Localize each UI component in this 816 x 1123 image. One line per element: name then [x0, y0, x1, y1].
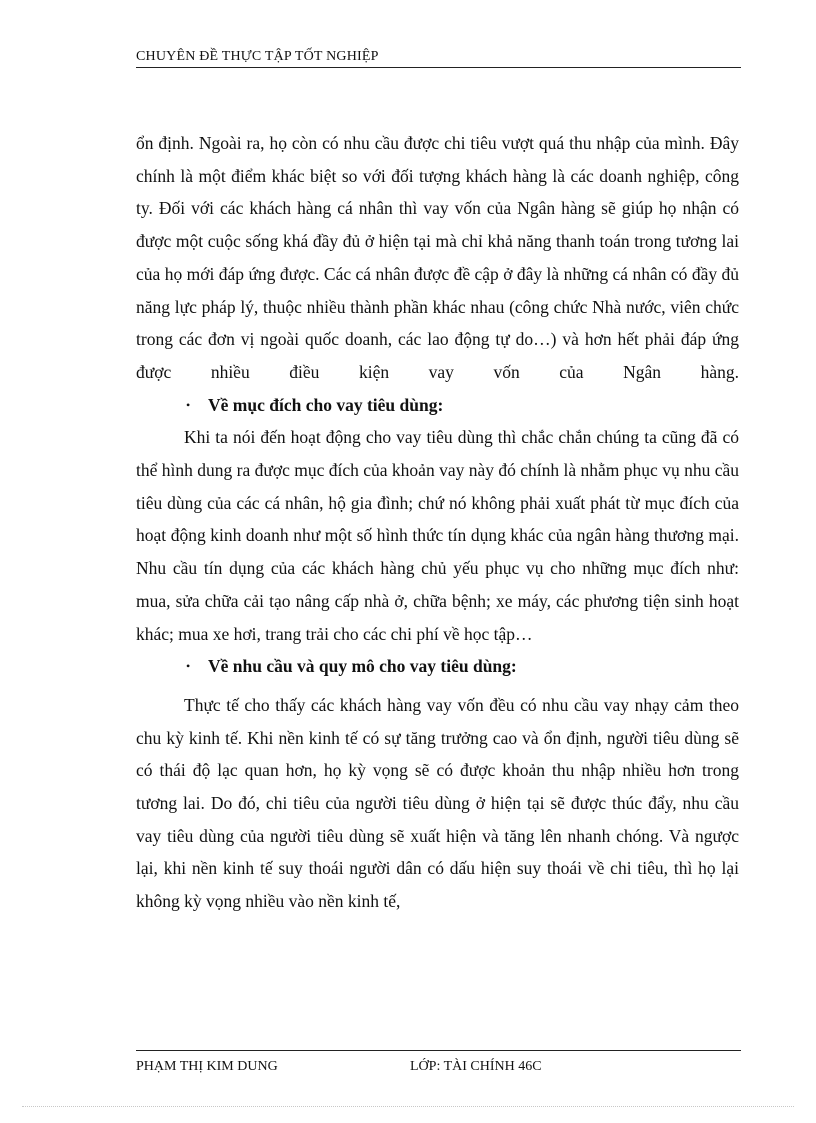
- bullet-heading-text: Về nhu cầu và quy mô cho vay tiêu dùng:: [208, 656, 517, 677]
- bullet-icon: •: [186, 397, 191, 412]
- page-body: [136, 127, 739, 918]
- footer-class: LỚP: TÀI CHÍNH 46C: [410, 1059, 542, 1074]
- page-header: [136, 49, 741, 68]
- paragraph-loan-purpose: Khi ta nói đến hoạt động cho vay tiêu dùng thì chắc chắn chúng ta cũng đã có thể hình dung ra được mục đích của khoản vay này đó chính là nhằm phục vụ nhu cầu tiêu dùng của các cá nhân, hộ gia đình; chứ nó không phải xuất phát từ mục đích của hoạt động kinh doanh như một số hình thức tín dụng khác của ngân hàng thương mại. Nhu cầu tín dụng của các khách hàng chủ yếu phục vụ cho những mục đích như: mua, sửa chữa cải tạo nâng cấp nhà ở, chữa bệnh; xe máy, các phương tiện sinh hoạt khác; mua xe hơi, trang trải cho các chi phí về học tập…: [136, 427, 739, 644]
- paragraph-consumer-profile: ổn định. Ngoài ra, họ còn có nhu cầu được chi tiêu vượt quá thu nhập của mình. Đây chính là một điểm khác biệt so với đối tượng khách hàng là các doanh nghiệp, công ty. Đối với các khách hàng cá nhân thì vay vốn của Ngân hàng sẽ giúp họ nhận có được một cuộc sống khá đầy đủ ở hiện tại mà chỉ khả năng thanh toán trong tương lai của họ mới đáp ứng được. Các cá nhân được đề cập ở đây là những cá nhân có đầy đủ năng lực pháp lý, thuộc nhiều thành phần khác nhau (công chức Nhà nước, viên chức trong các đơn vị ngoài quốc doanh, các lao động tự do…) và hơn hết phải đáp ứng được nhiều điều kiện vay vốn của Ngân hàng.: [136, 133, 739, 382]
- header-title: CHUYÊN ĐỀ THỰC TẬP TỐT NGHIỆP: [136, 49, 379, 64]
- bullet-heading-purpose: [136, 389, 739, 422]
- bullet-icon: •: [186, 659, 191, 674]
- page-bottom-divider: [22, 1106, 794, 1107]
- paragraph-loan-demand: Thực tế cho thấy các khách hàng vay vốn đều có nhu cầu vay nhạy cảm theo chu kỳ kinh tế. Khi nền kinh tế có sự tăng trưởng cao và ổn định, người tiêu dùng sẽ có thái độ lạc quan hơn, họ kỳ vọng sẽ có được khoản thu nhập nhiều hơn trong tương lai. Do đó, chi tiêu của người tiêu dùng ở hiện tại sẽ được thúc đẩy, nhu cầu vay tiêu dùng của người tiêu dùng sẽ xuất hiện và tăng lên nhanh chóng. Và ngược lại, khi nền kinh tế suy thoái người dân có dấu hiện suy thoái về chi tiêu, thì họ lại không kỳ vọng nhiều vào nền kinh tế,: [136, 694, 739, 912]
- bullet-heading-text: Về mục đích cho vay tiêu dùng:: [208, 394, 444, 415]
- footer-author: PHẠM THỊ KIM DUNG: [136, 1059, 278, 1074]
- bullet-heading-demand: [136, 650, 739, 683]
- page-footer: [136, 1050, 741, 1079]
